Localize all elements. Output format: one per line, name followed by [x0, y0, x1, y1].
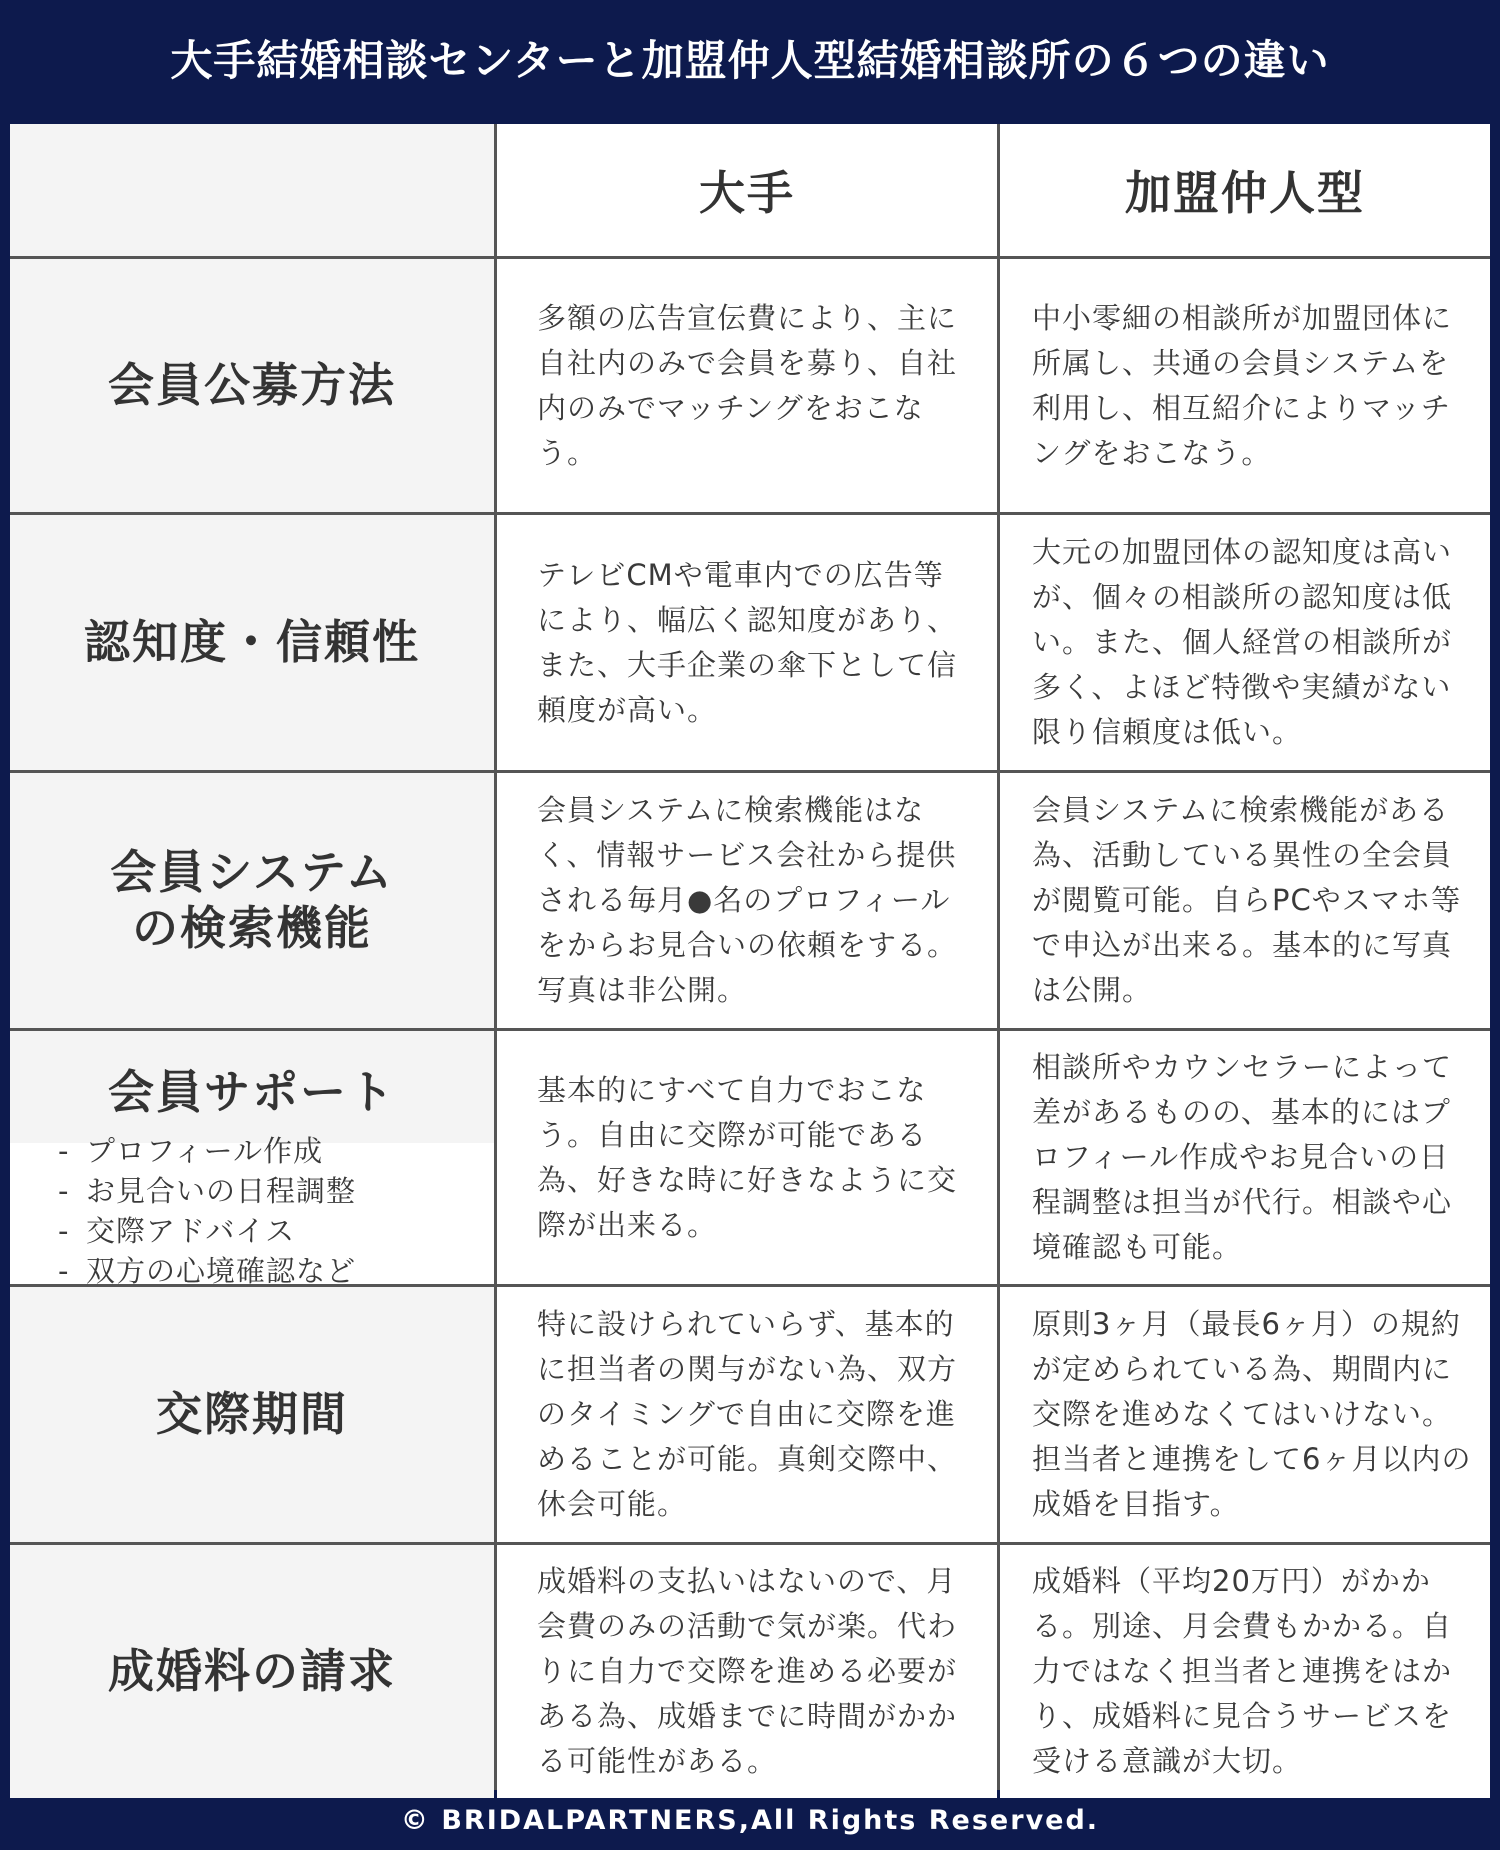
copyright-footer: © BRIDALPARTNERS,All Rights Reserved.: [400, 1804, 1100, 1836]
row-header-member-support: [10, 1031, 494, 1288]
support-list: [10, 1131, 494, 1291]
cell-affiliated-member-support: 相談所やカウンセラーによって差があるものの、基本的にはプロフィール作成やお見合いの日程調整は担当が代行。相談や心境確認も可能。: [1000, 1031, 1490, 1284]
list-item: - 双方の心境確認など: [86, 1251, 494, 1291]
column-header-affiliated: 加盟仲人型: [1000, 124, 1490, 256]
table-corner-cell: [10, 124, 494, 256]
cell-major-recognition: テレビCMや電車内での広告等により、幅広く認知度があり、また、大手企業の傘下として信頼度が高い。: [497, 515, 997, 770]
row-header-dating-period: 交際期間: [10, 1287, 494, 1542]
cell-affiliated-marriage-fee: 成婚料（平均20万円）がかかる。別途、月会費もかかる。自力ではなく担当者と連携をはかり、成婚料に見合うサービスを受ける意識が大切。: [1000, 1545, 1490, 1798]
comparison-table: [10, 124, 1490, 1790]
row-header-recognition: 認知度・信頼性: [10, 515, 494, 770]
cell-major-recruitment: 多額の広告宣伝費により、主に自社内のみで会員を募り、自社内のみでマッチングをおこなう。: [497, 259, 997, 512]
cell-major-dating-period: 特に設けられていらず、基本的に担当者の関与がない為、双方のタイミングで自由に交際を進めることが可能。真剣交際中、休会可能。: [497, 1287, 997, 1542]
cell-affiliated-recruitment: 中小零細の相談所が加盟団体に所属し、共通の会員システムを利用し、相互紹介によりマッチングをおこなう。: [1000, 259, 1490, 512]
list-item: - 交際アドバイス: [86, 1211, 494, 1251]
column-header-major: 大手: [497, 124, 997, 256]
cell-major-member-support: 基本的にすべて自力でおこなう。自由に交際が可能である為、好きな時に好きなように交際が出来る。: [497, 1031, 997, 1284]
cell-major-marriage-fee: 成婚料の支払いはないので、月会費のみの活動で気が楽。代わりに自力で交際を進める必要がある為、成婚までに時間がかかる可能性がある。: [497, 1545, 997, 1798]
row-header-search-function: 会員システム の検索機能: [10, 773, 494, 1028]
cell-major-search-function: 会員システムに検索機能はなく、情報サービス会社から提供される毎月●名のプロフィールをからお見合いの依頼をする。写真は非公開。: [497, 773, 997, 1028]
cell-affiliated-dating-period: 原則3ヶ月（最長6ヶ月）の規約が定められている為、期間内に交際を進めなくてはいけない。担当者と連携をして6ヶ月以内の成婚を目指す。: [1000, 1287, 1490, 1542]
support-heading: 会員サポート: [10, 1031, 494, 1143]
cell-affiliated-recognition: 大元の加盟団体の認知度は高いが、個々の相談所の認知度は低い。また、個人経営の相談所が多く、よほど特徴や実績がない限り信頼度は低い。: [1000, 515, 1490, 770]
list-item: - お見合いの日程調整: [86, 1171, 494, 1211]
cell-affiliated-search-function: 会員システムに検索機能がある為、活動している異性の全会員が閲覧可能。自らPCやスマホ等で申込が出来る。基本的に写真は公開。: [1000, 773, 1490, 1028]
row-header-recruitment: 会員公募方法: [10, 259, 494, 512]
row-header-marriage-fee: 成婚料の請求: [10, 1545, 494, 1798]
list-item: - プロフィール作成: [86, 1131, 494, 1171]
page-title: 大手結婚相談センターと加盟仲人型結婚相談所の６つの違い: [170, 36, 1330, 85]
